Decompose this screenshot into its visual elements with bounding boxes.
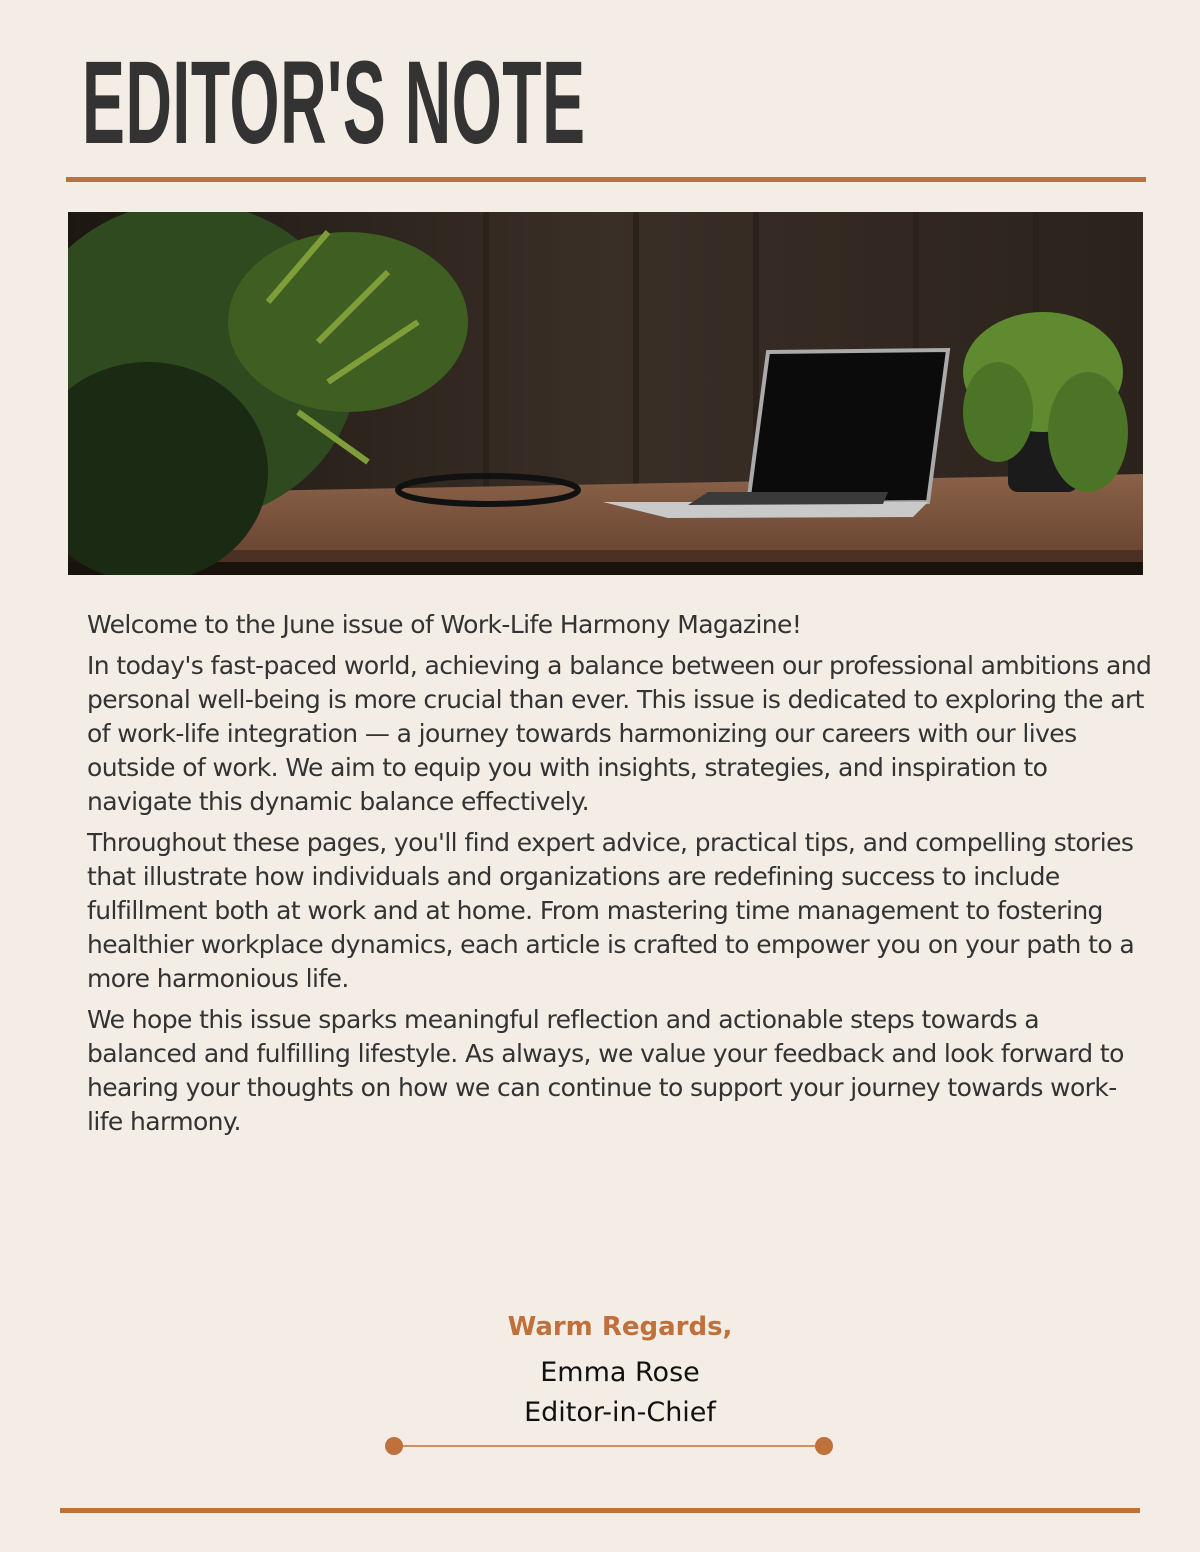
paragraph: Welcome to the June issue of Work-Life Harmony Magazine! xyxy=(87,610,802,639)
bottom-divider xyxy=(60,1508,1140,1513)
signature-name: Emma Rose xyxy=(540,1357,700,1388)
paragraph: In today's fast-paced world, achieving a balance between our professional ambitions and personal well-being is more crucial than ever. This issue is dedicated to exploring the art of work-life integration — a journey towards harmonizing our careers with our lives outside of work. We aim to equip you with insights, strategies, and inspiration to navigate this dynamic balance effectively. xyxy=(87,651,1152,816)
paragraph: We hope this issue sparks meaningful reflection and actionable steps towards a balanced and fulfilling lifestyle. As always, we value your feedback and look forward to hearing your thoughts on how we can continue to support your journey towards work-life harmony. xyxy=(87,1005,1124,1136)
desk-laptop-plants-photo-icon xyxy=(68,212,1143,575)
editor-note-body xyxy=(87,608,1152,1146)
top-divider xyxy=(66,177,1146,182)
hero-image xyxy=(68,212,1143,575)
signature-divider xyxy=(384,1436,834,1456)
signature-closing: Warm Regards, xyxy=(507,1312,733,1342)
signature-role: Editor-in-Chief xyxy=(524,1397,716,1428)
paragraph: Throughout these pages, you'll find expert advice, practical tips, and compelling stories that illustrate how individuals and organizations are redefining success to include fulfillment both at work and at home. From mastering time management to fostering healthier workplace dynamics, each article is crafted to empower you on your path to a more harmonious life. xyxy=(87,828,1135,993)
page-title: EDITOR'S NOTE xyxy=(82,37,586,169)
